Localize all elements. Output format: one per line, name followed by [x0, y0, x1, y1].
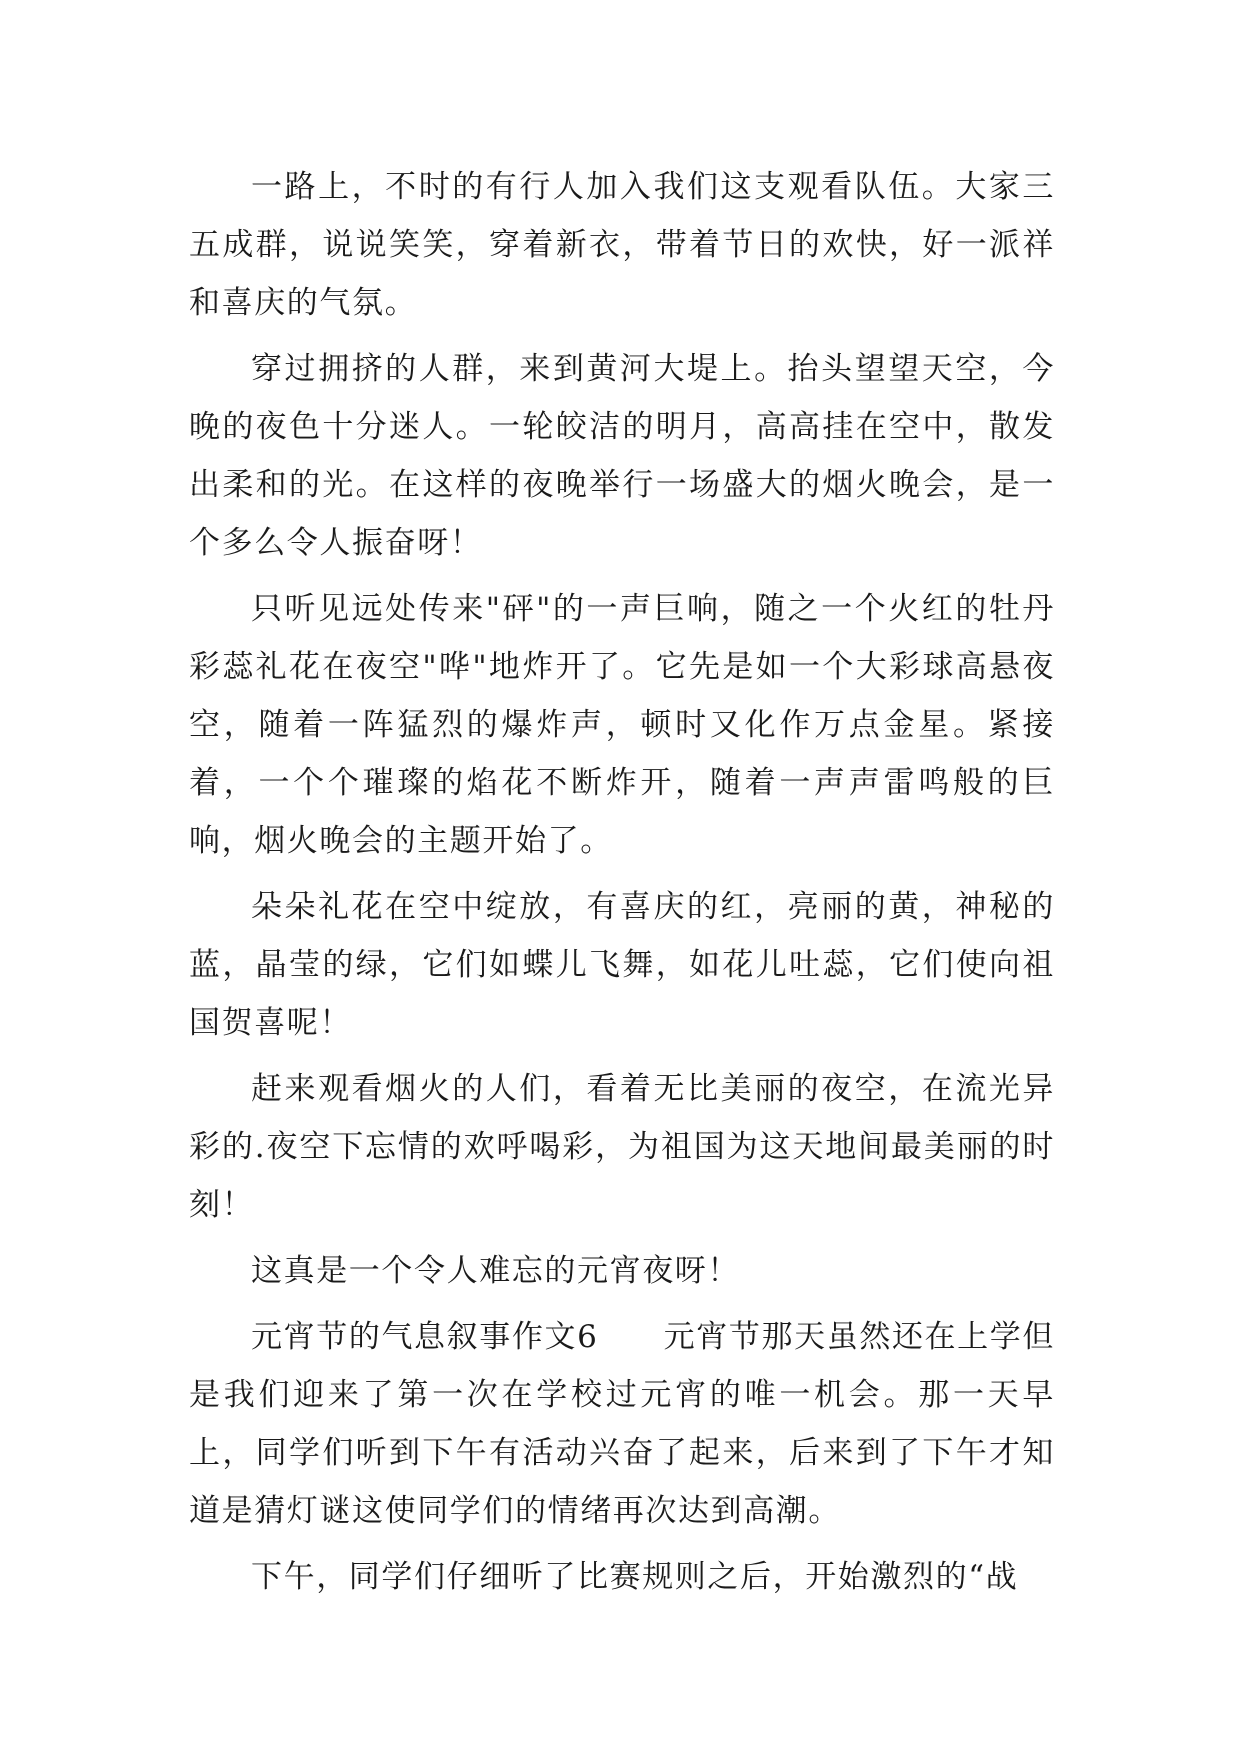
- paragraph: 赶来观看烟火的人们，看着无比美丽的夜空，在流光异彩的.夜空下忘情的欢呼喝彩，为祖国为这天地间最美丽的时刻！: [189, 1071, 1055, 1223]
- paragraph: 穿过拥挤的人群，来到黄河大堤上。抬头望望天空，今晚的夜色十分迷人。一轮皎洁的明月，高高挂在空中，散发出柔和的光。在这样的夜晚举行一场盛大的烟火晚会，是一个多么令人振奋呀！: [189, 351, 1055, 561]
- document-body: [189, 158, 1055, 1614]
- paragraph: 下午，同学们仔细听了比赛规则之后，开始激烈的“战: [251, 1559, 1019, 1595]
- paragraph: 这真是一个令人难忘的元宵夜呀！: [251, 1253, 740, 1289]
- paragraph: 朵朵礼花在空中绽放，有喜庆的红，亮丽的黄，神秘的蓝，晶莹的绿，它们如蝶儿飞舞，如花儿吐蕊，它们使向祖国贺喜呢！: [189, 889, 1055, 1041]
- paragraph: 一路上，不时的有行人加入我们这支观看队伍。大家三五成群，说说笑笑，穿着新衣，带着节日的欢快，好一派祥和喜庆的气氛。: [189, 169, 1055, 321]
- paragraph: 只听见远处传来"砰"的一声巨响，随之一个火红的牡丹彩蕊礼花在夜空"哗"地炸开了。它先是如一个大彩球高悬夜空，随着一阵猛烈的爆炸声，顿时又化作万点金星。紧接着，一个个璀璨的焰花不断炸开，随着一声声雷鸣般的巨响，烟火晚会的主题开始了。: [189, 591, 1055, 859]
- paragraph: 元宵节的气息叙事作文6 元宵节那天虽然还在上学但是我们迎来了第一次在学校过元宵的唯一机会。那一天早上，同学们听到下午有活动兴奋了起来，后来到了下午才知道是猜灯谜这使同学们的情绪再次达到高潮。: [189, 1319, 1055, 1529]
